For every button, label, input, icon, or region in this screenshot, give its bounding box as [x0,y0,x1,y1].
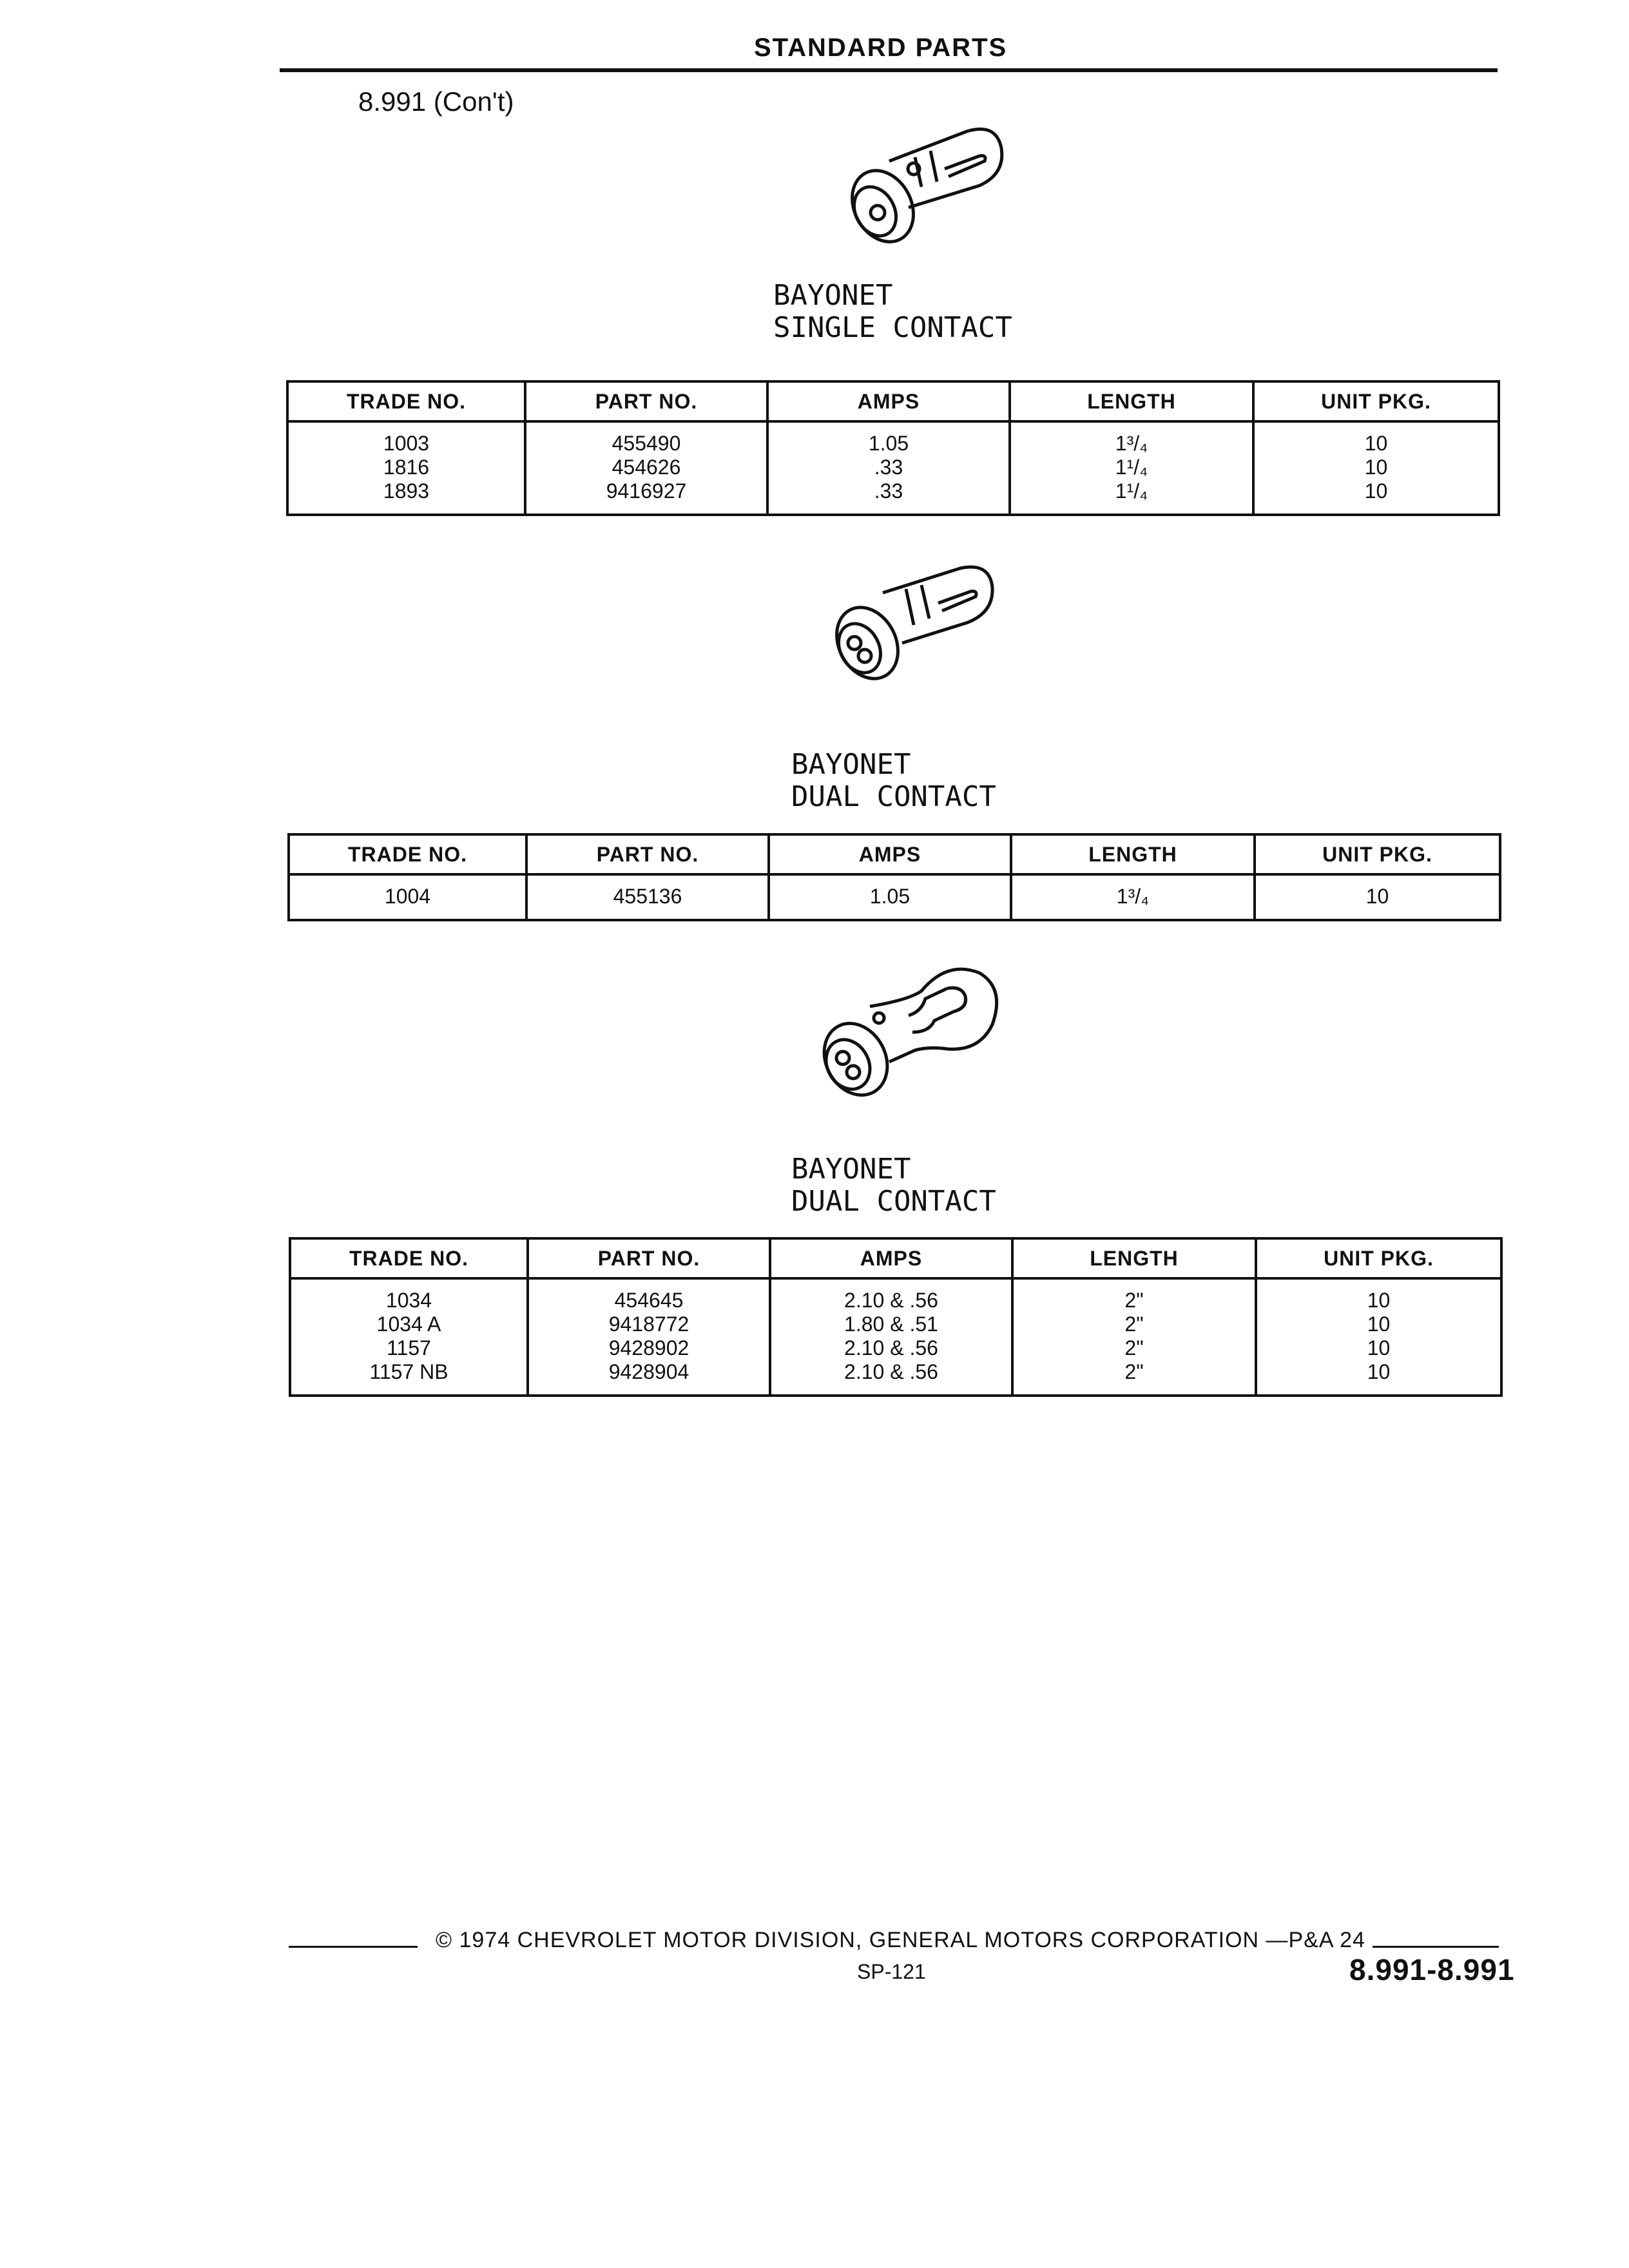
table-row [290,1360,1501,1396]
trade-no-cell: 1034 [290,1278,528,1312]
part-no-cell: 9428902 [528,1336,770,1360]
column-header: AMPS [769,834,1011,874]
length-cell: 1¹/₄ [1010,456,1253,479]
table-row [290,1278,1501,1312]
amps-cell: 1.05 [767,421,1010,456]
unit-pkg-cell: 10 [1256,1278,1501,1312]
column-header: TRADE NO. [287,381,525,421]
caption-line: BAYONET [791,748,911,781]
amps-cell: 1.80 & .51 [770,1312,1012,1336]
table-row [289,874,1500,920]
length-cell: 1³/₄ [1010,421,1253,456]
part-no-cell: 9418772 [528,1312,770,1336]
length-cell: 2" [1012,1278,1256,1312]
caption-line: SINGLE CONTACT [773,311,1012,344]
column-header: LENGTH [1012,1238,1256,1278]
section-3-caption [791,1153,996,1218]
trade-no-cell: 1816 [287,456,525,479]
unit-pkg-cell: 10 [1253,456,1499,479]
column-header: UNIT PKG. [1256,1238,1501,1278]
caption-line: BAYONET [791,1153,911,1186]
unit-pkg-cell: 10 [1256,1360,1501,1396]
length-cell: 2" [1012,1312,1256,1336]
bayonet-dual-contact-bulb-illustration [805,561,999,689]
part-no-cell: 455136 [526,874,769,920]
part-no-cell: 9428904 [528,1360,770,1396]
table-row [287,456,1499,479]
table-row [290,1312,1501,1336]
parts-table-section-1 [286,380,1500,516]
unit-pkg-cell: 10 [1256,1336,1501,1360]
column-header: AMPS [767,381,1010,421]
page-title: STANDARD PARTS [754,34,1008,62]
unit-pkg-cell: 10 [1253,479,1499,515]
trade-no-cell: 1157 NB [290,1360,528,1396]
caption-line: BAYONET [773,279,893,312]
footer-rule-left [289,1946,418,1948]
column-header: TRADE NO. [289,834,526,874]
length-cell: 2" [1012,1360,1256,1396]
trade-no-cell: 1003 [287,421,525,456]
amps-cell: .33 [767,456,1010,479]
caption-line: DUAL CONTACT [791,1185,996,1218]
trade-no-cell: 1893 [287,479,525,515]
column-header: AMPS [770,1238,1012,1278]
amps-cell: 2.10 & .56 [770,1278,1012,1312]
footer-sheet-number: SP-121 [857,1960,926,1983]
parts-table-section-2 [287,833,1501,921]
table-row [287,421,1499,456]
caption-line: DUAL CONTACT [791,780,996,813]
amps-cell: 1.05 [769,874,1011,920]
part-no-cell: 454626 [525,456,767,479]
column-header: PART NO. [525,381,767,421]
part-no-cell: 455490 [525,421,767,456]
amps-cell: .33 [767,479,1010,515]
bayonet-dual-contact-large-bulb-illustration [793,960,1005,1108]
trade-no-cell: 1034 A [290,1312,528,1336]
column-header: LENGTH [1010,381,1253,421]
part-no-cell: 454645 [528,1278,770,1312]
bayonet-single-contact-bulb-illustration [818,122,1012,251]
column-header: PART NO. [526,834,769,874]
footer-copyright: © 1974 CHEVROLET MOTOR DIVISION, GENERAL MOTORS CORPORATION —P&A 24 [436,1928,1365,1952]
part-no-cell: 9416927 [525,479,767,515]
table-row [290,1336,1501,1360]
column-header: PART NO. [528,1238,770,1278]
section-ref: 8.991 (Con't) [358,86,514,117]
footer-page-reference: 8.991-8.991 [1349,1953,1515,1986]
unit-pkg-cell: 10 [1255,874,1500,920]
footer-rule-right [1373,1946,1499,1948]
column-header: LENGTH [1011,834,1255,874]
length-cell: 1³/₄ [1011,874,1255,920]
amps-cell: 2.10 & .56 [770,1360,1012,1396]
trade-no-cell: 1004 [289,874,526,920]
column-header: UNIT PKG. [1253,381,1499,421]
trade-no-cell: 1157 [290,1336,528,1360]
amps-cell: 2.10 & .56 [770,1336,1012,1360]
table-row [287,479,1499,515]
length-cell: 1¹/₄ [1010,479,1253,515]
header-rule [280,68,1498,72]
column-header: UNIT PKG. [1255,834,1500,874]
section-2-caption [791,749,996,813]
column-header: TRADE NO. [290,1238,528,1278]
section-1-caption [773,280,1012,344]
length-cell: 2" [1012,1336,1256,1360]
unit-pkg-cell: 10 [1256,1312,1501,1336]
parts-table-section-3 [289,1237,1503,1397]
unit-pkg-cell: 10 [1253,421,1499,456]
